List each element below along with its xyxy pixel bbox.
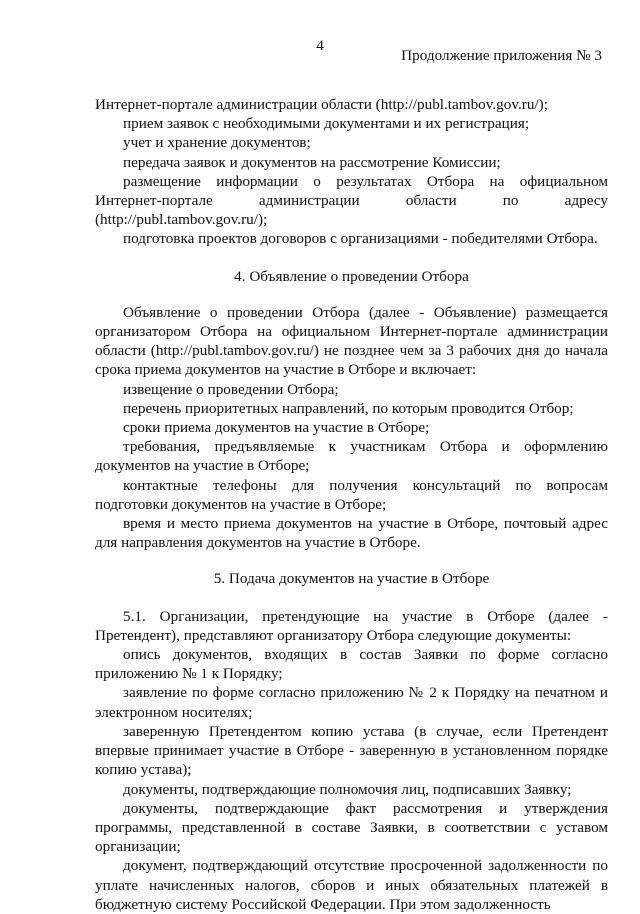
paragraph: контактные телефоны для получения консультаций по вопросам подготовки документов на участие в Отборе; [95,476,608,513]
paragraph: извещение о проведении Отбора; [123,380,339,398]
paragraph: Интернет-портале администрации области (http://publ.tambov.gov.ru/); [95,96,548,113]
paragraph: 5.1. Организации, претендующие на участие в Отборе (далее - Претендент), представляют организатору Отбора следующие документы: [95,607,608,644]
page-number: 4 [316,37,324,54]
paragraph: требования, предъявляемые к участникам Отбора и оформлению документов на участие в Отборе; [95,438,608,475]
paragraph: перечень приоритетных направлений, по которым проводится Отбор; [123,399,574,417]
section-heading: 5. Подача документов на участие в Отборе [213,570,490,588]
paragraph: сроки приема документов на участие в Отборе; [123,419,430,437]
paragraph: документы, подтверждающие факт рассмотрения и утверждения программы, представленной в составе Заявки, в соответствии с уставом организации; [95,799,608,856]
paragraph: передача заявок и документов на рассмотрение Комиссии; [123,153,501,171]
paragraph: документ, подтверждающий отсутствие просроченной задолженности по уплате начисленных налогов, сборов и иных обязательных платежей в бюджетную систему Российской Федерации. При этом задолженность [95,857,608,913]
paragraph: размещение информации о результатах Отбора на официальном Интернет-портале администрации области по адресу (http://publ.tambov.gov.ru/); [95,172,608,229]
paragraph: опись документов, входящих в состав Заявки по форме согласно приложению № 1 к Порядку; [95,646,608,683]
section-heading: 4. Объявление о проведении Отбора [234,267,469,285]
paragraph: Объявление о проведении Отбора (далее - Объявление) размещается организатором Отбора на официальном Интернет-портале администрации области (http://publ.tambov.gov.ru/) не позднее чем за 3 рабочих дня до начала срока приема документов на участие в Отборе и включает: [95,303,608,379]
paragraph: документы, подтверждающие полномочия лиц, подписавших Заявку; [123,780,572,798]
paragraph: учет и хранение документов; [123,134,311,152]
appendix-continuation-label: Продолжение приложения № 3 [401,47,602,64]
paragraph: заявление по форме согласно приложению № 2 к Порядку на печатном и электронном носителях; [95,684,608,721]
paragraph: время и место приема документов на участие в Отборе, почтовый адрес для направления документов на участие в Отборе. [95,515,608,552]
paragraph: заверенную Претендентом копию устава (в случае, если Претендент впервые принимает участие в Отборе - заверенную в установленном порядке копию устава); [95,722,608,779]
paragraph: подготовка проектов договоров с организациями - победителями Отбора. [123,230,598,248]
document-body [95,95,608,914]
paragraph: прием заявок с необходимыми документами и их регистрация; [123,115,530,133]
